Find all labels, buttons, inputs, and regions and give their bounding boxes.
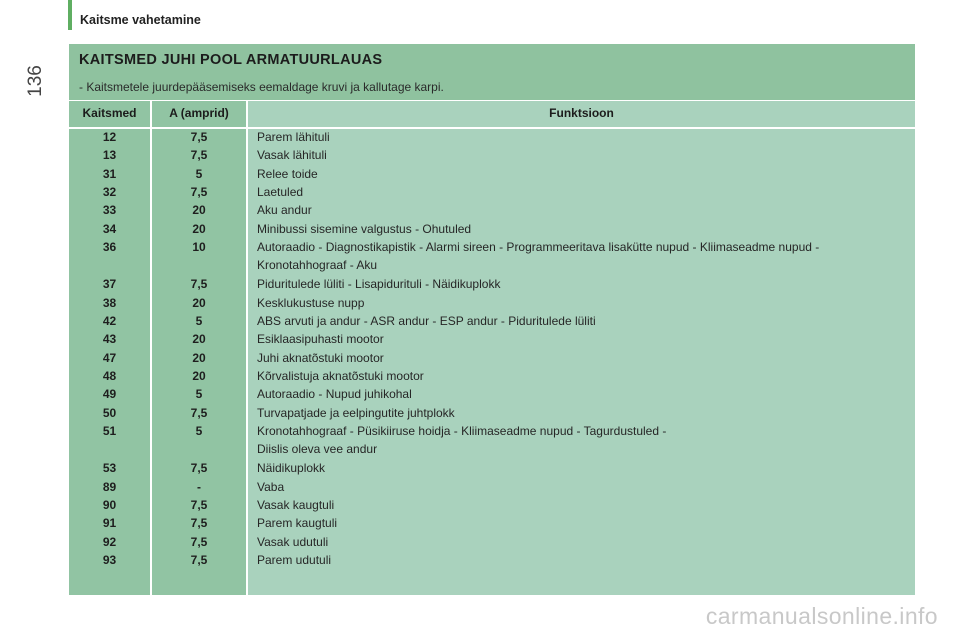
fuse-function-line: Kesklukustuse nupp bbox=[257, 295, 365, 310]
fuse-amperage: 20 bbox=[192, 368, 206, 383]
fuse-function-line: Relee toide bbox=[257, 166, 318, 181]
panel-header bbox=[69, 44, 915, 100]
panel-title: KAITSMED JUHI POOL ARMATUURLAUAS bbox=[79, 52, 383, 68]
fuse-number: 91 bbox=[102, 516, 117, 531]
fuse-function bbox=[257, 385, 907, 403]
fuse-function-line: Aku andur bbox=[257, 203, 312, 218]
fuse-function-line: Vasak lähituli bbox=[257, 148, 327, 163]
fuse-function-line: Diislis oleva vee andur bbox=[257, 441, 378, 456]
fuse-number: 37 bbox=[102, 277, 117, 292]
fuse-function bbox=[257, 404, 907, 422]
fuse-function bbox=[257, 294, 907, 312]
section-title: Kaitsme vahetamine bbox=[80, 13, 201, 27]
fuse-function bbox=[257, 422, 907, 458]
fuse-number: 48 bbox=[102, 368, 117, 383]
fuse-function-line: Parem udutuli bbox=[257, 552, 332, 567]
fuse-function-line: Kronotahhograaf - Püsikiiruse hoidja - Kliimaseadme nupud - Tagurdustuled - bbox=[257, 423, 667, 438]
page-number: 136 bbox=[24, 65, 46, 97]
fuse-function-line: Vasak udutuli bbox=[257, 534, 329, 549]
fuse-function bbox=[257, 367, 907, 385]
fuse-amperage: 20 bbox=[192, 221, 206, 236]
column-divider bbox=[246, 101, 248, 595]
fuse-panel bbox=[69, 44, 915, 595]
panel-note: - Kaitsmetele juurdepääsemiseks eemaldage kruvi ja kallutage karpi. bbox=[79, 80, 444, 94]
fuse-amperage: 20 bbox=[192, 295, 206, 310]
fuse-number: 93 bbox=[102, 552, 117, 567]
fuse-amperage: 7,5 bbox=[190, 405, 208, 420]
fuse-number: 36 bbox=[102, 239, 117, 254]
fuse-function bbox=[257, 349, 907, 367]
fuse-number: 51 bbox=[102, 423, 117, 438]
fuse-function-line: Autoraadio - Nupud juhikohal bbox=[257, 387, 412, 402]
fuse-amperage: 5 bbox=[195, 423, 203, 438]
fuse-function-line: Juhi aknatõstuki mootor bbox=[257, 350, 384, 365]
fuse-number: 90 bbox=[102, 498, 117, 512]
fuse-function bbox=[257, 165, 907, 183]
header-top-divider bbox=[69, 100, 915, 101]
fuse-number: 89 bbox=[102, 479, 117, 494]
header-fuse: Kaitsmed bbox=[82, 106, 137, 120]
fuse-function bbox=[257, 128, 907, 146]
fuse-function-line: Autoraadio - Diagnostikapistik - Alarmi sireen - Programmeeritava lisakütte nupud - Kliimaseadme nupud - bbox=[257, 239, 820, 254]
fuse-function-line: ABS arvuti ja andur - ASR andur - ESP andur - Piduritulede lüliti bbox=[257, 314, 596, 328]
fuse-number: 49 bbox=[102, 387, 117, 402]
fuse-amperage: 7,5 bbox=[190, 277, 208, 292]
fuse-amperage: 7,5 bbox=[190, 461, 208, 476]
header-amp: A (amprid) bbox=[169, 106, 229, 120]
fuse-function-line: Esiklaasipuhasti mootor bbox=[257, 332, 384, 347]
fuse-function-line: Piduritulede lüliti - Lisapidurituli - Näidikuplokk bbox=[257, 277, 501, 292]
fuse-number: 92 bbox=[102, 534, 117, 549]
fuse-number: 32 bbox=[102, 184, 117, 199]
header-function: Funktsioon bbox=[549, 106, 614, 120]
fuse-amperage: 7,5 bbox=[190, 552, 208, 567]
fuse-number: 50 bbox=[102, 405, 117, 420]
fuse-function-line: Parem lähituli bbox=[257, 130, 330, 144]
fuse-amperage: 20 bbox=[192, 203, 206, 218]
fuse-function bbox=[257, 533, 907, 551]
fuse-amperage: 10 bbox=[192, 239, 206, 254]
fuse-function bbox=[257, 514, 907, 532]
fuse-function-line: Turvapatjade ja eelpingutite juhtplokk bbox=[257, 405, 455, 420]
fuse-amperage: 5 bbox=[195, 314, 203, 328]
fuse-number: 31 bbox=[102, 166, 117, 181]
fuse-function-line: Kronotahhograaf - Aku bbox=[257, 257, 378, 272]
fuse-function-line: Näidikuplokk bbox=[257, 461, 326, 476]
fuse-number: 34 bbox=[102, 221, 117, 236]
fuse-function bbox=[257, 330, 907, 348]
fuse-function bbox=[257, 220, 907, 238]
fuse-number: 12 bbox=[102, 130, 117, 144]
fuse-function bbox=[257, 201, 907, 219]
fuse-number: 53 bbox=[102, 461, 117, 476]
fuse-function bbox=[257, 496, 907, 514]
fuse-function bbox=[257, 312, 907, 330]
fuse-function-line: Vaba bbox=[257, 479, 285, 494]
fuse-function-line: Minibussi sisemine valgustus - Ohutuled bbox=[257, 221, 472, 236]
fuse-number: 42 bbox=[102, 314, 117, 328]
fuse-amperage: 5 bbox=[195, 166, 203, 181]
fuse-amperage: 20 bbox=[192, 350, 206, 365]
fuse-amperage: 7,5 bbox=[190, 498, 208, 512]
fuse-number: 33 bbox=[102, 203, 117, 218]
watermark: carmanualsonline.info bbox=[705, 603, 938, 629]
fuse-amperage: 7,5 bbox=[190, 534, 208, 549]
fuse-amperage: 20 bbox=[192, 332, 206, 347]
fuse-amperage: 7,5 bbox=[190, 148, 208, 163]
fuse-amperage: 5 bbox=[195, 387, 203, 402]
fuse-amperage: 7,5 bbox=[190, 516, 208, 531]
fuse-function-line: Vasak kaugtuli bbox=[257, 498, 335, 512]
fuse-amperage: 7,5 bbox=[190, 184, 208, 199]
fuse-function bbox=[257, 238, 907, 274]
fuse-function-line: Laetuled bbox=[257, 184, 304, 199]
fuse-function-line: Kõrvalistuja aknatõstuki mootor bbox=[257, 368, 424, 383]
fuse-function-line: Parem kaugtuli bbox=[257, 516, 338, 531]
fuse-function bbox=[257, 183, 907, 201]
fuse-number: 47 bbox=[102, 350, 117, 365]
fuse-function bbox=[257, 551, 907, 569]
fuse-number: 13 bbox=[102, 148, 117, 163]
fuse-function bbox=[257, 275, 907, 293]
section-accent-bar bbox=[68, 0, 72, 30]
fuse-number: 43 bbox=[102, 332, 117, 347]
fuse-amperage: - bbox=[197, 479, 201, 494]
fuse-amperage: 7,5 bbox=[190, 130, 208, 144]
fuse-function bbox=[257, 459, 907, 477]
fuse-function bbox=[257, 478, 907, 496]
fuse-function bbox=[257, 146, 907, 164]
fuse-number: 38 bbox=[102, 295, 117, 310]
